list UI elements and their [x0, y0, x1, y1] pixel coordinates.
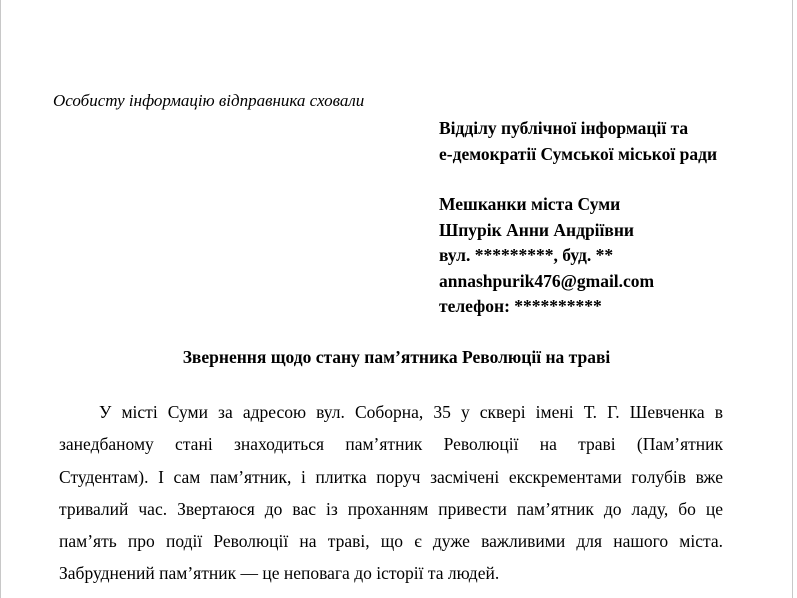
sender-address: вул. *********, буд. ** — [439, 245, 614, 265]
recipient-block — [439, 116, 717, 167]
letter-title: Звернення щодо стану пам’ятника Революції на траві — [182, 347, 611, 367]
body-line: Забруднений пам’ятник — це неповага до історії та людей. — [59, 563, 500, 584]
recipient-line: Відділу публічної інформації та — [439, 118, 689, 138]
sender-line: Мешканки міста Суми — [439, 194, 621, 214]
sender-phone: телефон: ********** — [439, 296, 602, 316]
letter-body — [59, 396, 723, 590]
sender-name: Шпурік Анни Андріївни — [439, 219, 635, 240]
body-line: пам’ять про події Революції на траві, що є дуже важливими для нашого міста. — [59, 531, 723, 552]
body-line: занедбаному стані знаходиться пам’ятник Революції на траві (Пам’ятник — [59, 434, 723, 455]
body-line: У місті Суми за адресою вул. Соборна, 35 у сквері імені Т. Г. Шевченка в — [99, 402, 723, 422]
body-line: Студентам). І сам пам’ятник, і плитка поруч засмічені екскрементами голубів вже — [59, 466, 723, 487]
sender-block — [439, 192, 654, 320]
privacy-note: Особисту інформацію відправника сховали — [53, 91, 365, 110]
sender-email: annashpurik476@gmail.com — [439, 270, 655, 291]
recipient-line: е-демократії Сумської міської ради — [439, 143, 718, 164]
body-line: тривалий час. Звертаюся до вас із проханням привести пам’ятник до ладу, бо це — [59, 498, 723, 519]
